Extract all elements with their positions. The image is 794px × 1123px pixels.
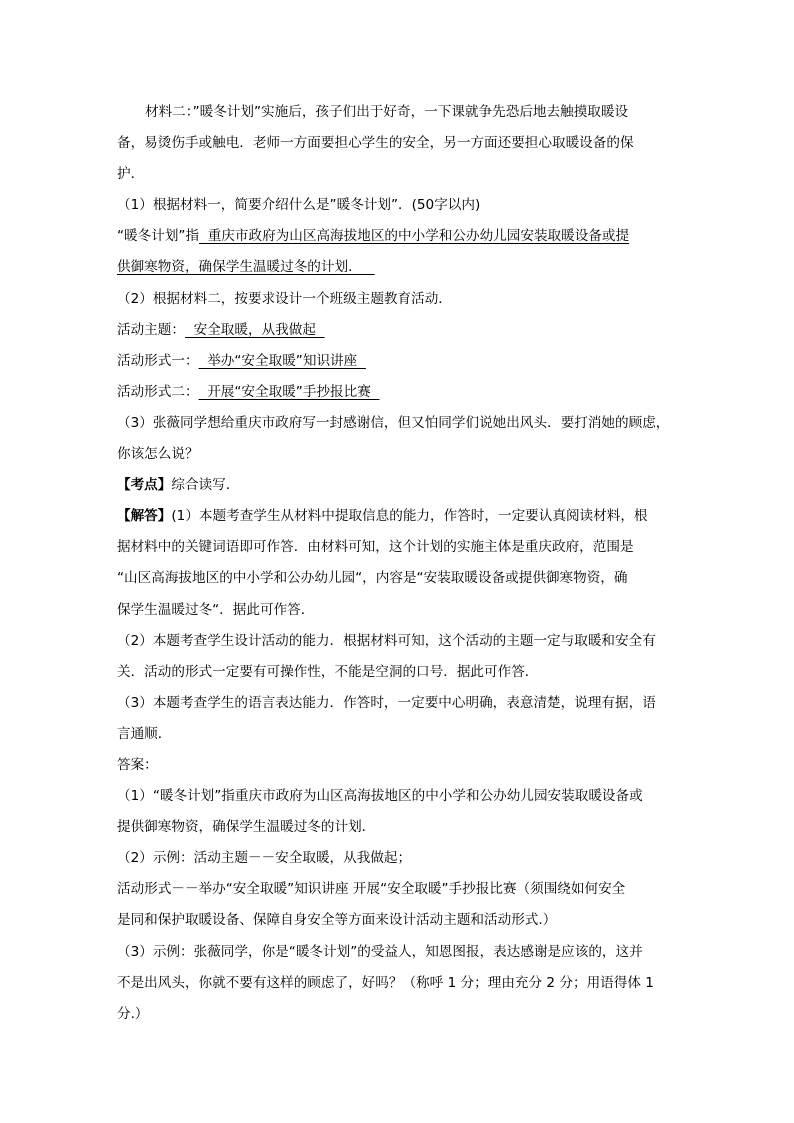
q1-fill-answer: 供御寒物资，确保学生温暖过冬的计划． bbox=[117, 259, 375, 276]
jieda-line: 保学生温暖过冬“．据此可作答． bbox=[117, 601, 315, 618]
answer-line: （2）示例：活动主题－－安全取暖，从我做起； bbox=[117, 850, 412, 867]
activity-form-2 bbox=[117, 377, 687, 408]
jieda-text: (1）本题考查学生从材料中提取信息的能力，作答时，一定要认真阅读材料，根 bbox=[171, 508, 648, 525]
answer-label: 答案： bbox=[117, 756, 158, 773]
jieda-line bbox=[117, 501, 687, 532]
answer-line: 提供御寒物资，确保学生温暖过冬的计划． bbox=[117, 819, 376, 836]
answer-line: （3）示例：张薇同学，你是“暖冬计划”的受益人，知恩图报，表达感谢是应该的，这并 bbox=[117, 943, 643, 960]
jieda-line: 关．活动的形式一定要有可操作性，不能是空洞的口号．据此可作答． bbox=[117, 663, 539, 680]
material2-line: 护． bbox=[117, 166, 145, 183]
theme-label: 活动主题： bbox=[117, 321, 185, 338]
theme-value: 安全取暖，从我做起 bbox=[184, 321, 325, 338]
question-2: （2）根据材料二，按要求设计一个班级主题教育活动． bbox=[117, 290, 452, 307]
jieda-line: （2）本题考查学生设计活动的能力．根据材料可知，这个活动的主题一定与取暖和安全有 bbox=[117, 632, 656, 649]
form1-label: 活动形式一： bbox=[117, 352, 199, 369]
jieda-label: 【解答】 bbox=[117, 508, 172, 525]
kaodian-label: 【考点】 bbox=[117, 477, 172, 494]
jieda-line: （3）本题考查学生的语言表达能力．作答时，一定要中心明确，表意清楚，说理有据，语 bbox=[117, 694, 656, 711]
kaodian-text: 综合读写． bbox=[171, 477, 240, 494]
q1-prefix: “暖冬计划”指 bbox=[117, 228, 200, 245]
q1-answer-line bbox=[117, 252, 687, 283]
q1-fill-answer: 重庆市政府为山区高海拔地区的中小学和公办幼儿园安装取暖设备或提 bbox=[199, 228, 630, 245]
q1-answer-line bbox=[117, 221, 687, 252]
answer-line: 活动形式－－举办“安全取暖”知识讲座 开展“安全取暖”手抄报比赛（须围绕如何安全 bbox=[117, 881, 626, 898]
form2-label: 活动形式二： bbox=[117, 383, 199, 400]
answer-line: 不是出风头，你就不要有这样的顾虑了，好吗？（称呼 1 分；理由充分 2 分；用语得体 1 bbox=[117, 974, 654, 991]
form1-value: 举办“安全取暖”知识讲座 bbox=[198, 352, 366, 369]
jieda-line: 言通顺． bbox=[117, 725, 172, 742]
answer-line: 分.） bbox=[117, 1005, 149, 1022]
kaodian bbox=[117, 470, 687, 501]
activity-form-1 bbox=[117, 346, 687, 377]
question-1: （1）根据材料一，简要介绍什么是”暖冬计划”．(50字以内) bbox=[117, 197, 481, 214]
question-3: 你该怎么说？ bbox=[117, 446, 199, 463]
jieda-line: 据材料中的关键词语即可作答．由材料可知，这个计划的实施主体是重庆政府，范围是 bbox=[117, 539, 634, 556]
form2-value: 开展“安全取暖”手抄报比赛 bbox=[198, 383, 380, 400]
material2-line: 备，易烫伤手或触电．老师一方面要担心学生的安全，另一方面还要担心取暖设备的保 bbox=[117, 135, 634, 152]
jieda-line: “山区高海拔地区的中小学和公办幼儿园“，内容是“安装取暖设备或提供御寒物资，确 bbox=[117, 570, 628, 587]
document-page bbox=[117, 97, 687, 1030]
question-3: （3）张薇同学想给重庆市政府写一封感谢信，但又怕同学们说她出风头．要打消她的顾虑， bbox=[117, 414, 670, 431]
material2-line: 材料二：”暖冬计划”实施后，孩子们出于好奇，一下课就争先恐后地去触摸取暖设 bbox=[145, 104, 629, 120]
answer-line: （1）“暖冬计划”指重庆市政府为山区高海拔地区的中小学和公办幼儿园安装取暖设备或 bbox=[117, 788, 643, 805]
answer-line: 是同和保护取暖设备、保障自身安全等方面来设计活动主题和活动形式.） bbox=[117, 912, 557, 929]
activity-theme bbox=[117, 315, 687, 346]
